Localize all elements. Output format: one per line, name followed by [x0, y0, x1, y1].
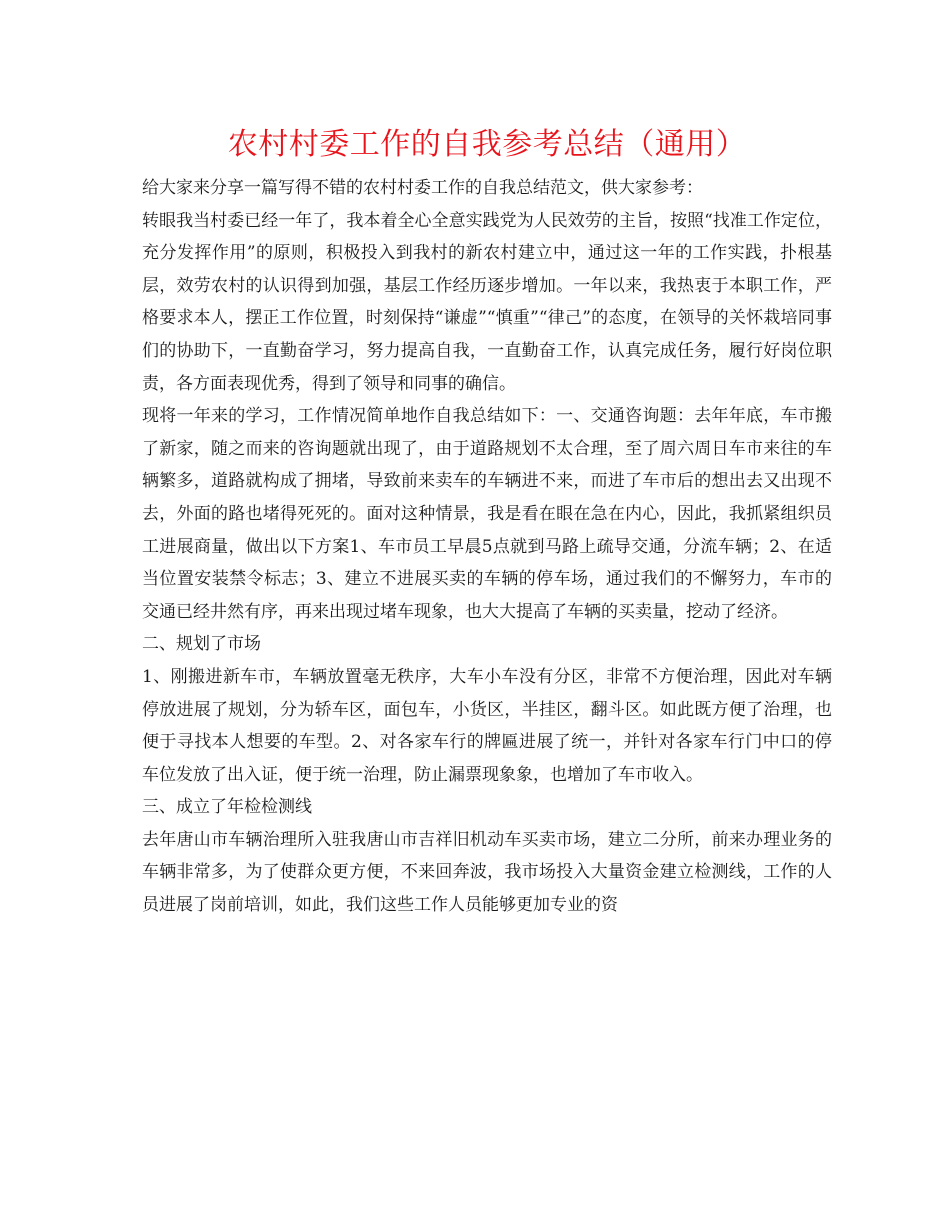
- paragraph-traffic: 现将一年来的学习，工作情况简单地作自我总结如下：一、交通咨询题：去年年底，车市搬了新家，随之而来的咨询题就出现了，由于道路规划不太合理，至了周六周日车市来往的车辆繁多，道路就构成了拥堵，导致前来卖车的车辆进不来，而进了车市后的想出去又出现不去，外面的路也堵得死死的。面对这种情景，我是看在眼在急在内心，因此，我抓紧组织员工进展商量，做出以下方案1、车市员工早晨5点就到马路上疏导交通，分流车辆；2、在适当位置安装禁令标志；3、建立不进展买卖的车辆的停车场，通过我们的不懈努力，车市的交通已经井然有序，再来出现过堵车现象，也大大提高了车辆的买卖量，挖动了经济。: [142, 406, 832, 622]
- section-heading-inspection: 三、成立了年检检测线: [142, 797, 312, 818]
- document-page: [142, 122, 832, 922]
- paragraph-inspection: 去年唐山市车辆治理所入驻我唐山市吉祥旧机动车买卖市场，建立二分所，前来办理业务的车辆非常多，为了使群众更方便，不来回奔波，我市场投入大量资金建立检测线，工作的人员进展了岗前培训，如此，我们这些工作人员能够更加专业的资: [142, 829, 832, 916]
- paragraph-intro: 给大家来分享一篇写得不错的农村村委工作的自我总结范文，供大家参考：: [142, 178, 703, 198]
- paragraph-market: 1、刚搬进新车市，车辆放置毫无秩序，大车小车没有分区，非常不方便治理，因此对车辆停放进展了规划，分为轿车区，面包车，小货区，半挂区，翻斗区。如此既方便了治理，也便于寻找本人想要的车型。2、对各家车行的牌匾进展了统一，并针对各家车行门中口的停车位发放了出入证，便于统一治理，防止漏票现象象，也增加了车市收入。: [142, 666, 832, 785]
- paragraph-overview: 转眼我当村委已经一年了，我本着全心全意实践党为人民效劳的主旨，按照“找准工作定位，充分发挥作用”的原则，积极投入到我村的新农村建立中，通过这一年的工作实践，扑根基层，效劳农村的认识得到加强，基层工作经历逐步增加。一年以来，我热衷于本职工作，严格要求本人，摆正工作位置，时刻保持“谦虚”“慎重”“律己”的态度，在领导的关怀栽培同事们的协助下，一直勤奋学习，努力提高自我，一直勤奋工作，认真完成任务，履行好岗位职责，各方面表现优秀，得到了领导和同事的确信。: [142, 210, 832, 394]
- document-title: 农村村委工作的自我参考总结（通用）: [227, 127, 747, 162]
- section-heading-market: 二、规划了市场: [142, 634, 261, 655]
